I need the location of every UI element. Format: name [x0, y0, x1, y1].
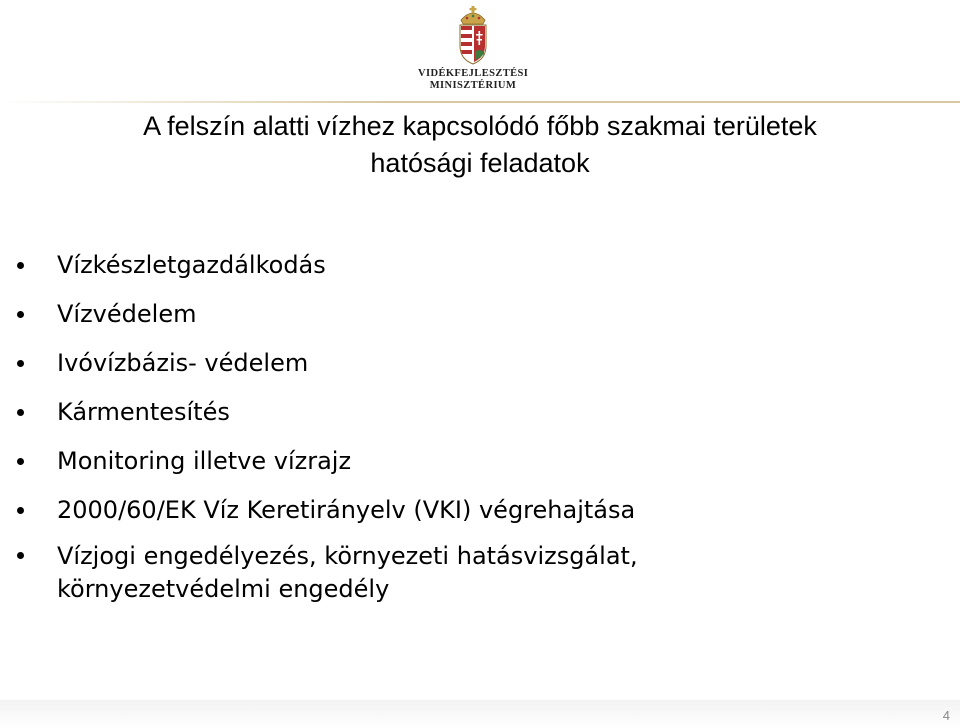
bullet-list: [15, 250, 935, 625]
list-item: [15, 495, 935, 525]
bullet-icon: [17, 311, 24, 318]
list-item: [15, 446, 935, 476]
list-item: [15, 540, 935, 606]
bullet-text: Vízjogi engedélyezés, környezeti hatásvizsgálat,: [57, 542, 638, 570]
bullet-icon: [17, 507, 24, 514]
bullet-text: Kármentesítés: [57, 398, 230, 426]
slide-title-line1: A felszín alatti vízhez kapcsolódó főbb szakmai területek: [143, 111, 817, 141]
list-item: [15, 397, 935, 427]
bullet-icon: [17, 409, 24, 416]
bullet-text: 2000/60/EK Víz Keretirányelv (VKI) végrehajtása: [57, 496, 636, 524]
header-rule: [0, 101, 960, 103]
bullet-icon: [17, 552, 24, 559]
list-item: [15, 348, 935, 378]
bullet-icon: [17, 360, 24, 367]
ministry-name-line1: VIDÉKFEJLESZTÉSI: [418, 68, 529, 79]
footer-bar: [0, 700, 960, 728]
list-item: [15, 299, 935, 329]
page-number: 4: [942, 708, 950, 723]
ministry-name: [418, 68, 528, 92]
bullet-text: Vízvédelem: [57, 300, 197, 328]
bullet-text: Ivóvízbázis- védelem: [57, 349, 309, 377]
ministry-name-line2: MINISZTÉRIUM: [429, 80, 517, 91]
bullet-icon: [17, 458, 24, 465]
bullet-text: Vízkészletgazdálkodás: [57, 251, 326, 279]
list-item: [15, 250, 935, 280]
hungarian-coat-of-arms-icon: [453, 4, 493, 66]
ministry-logo: [418, 4, 528, 100]
slide-title: [60, 108, 900, 182]
bullet-text: Monitoring illetve vízrajz: [57, 447, 352, 475]
bullet-text-continuation: környezetvédelmi engedély: [57, 575, 390, 603]
slide-title-line2: hatósági feladatok: [370, 148, 590, 178]
bullet-icon: [17, 262, 24, 269]
